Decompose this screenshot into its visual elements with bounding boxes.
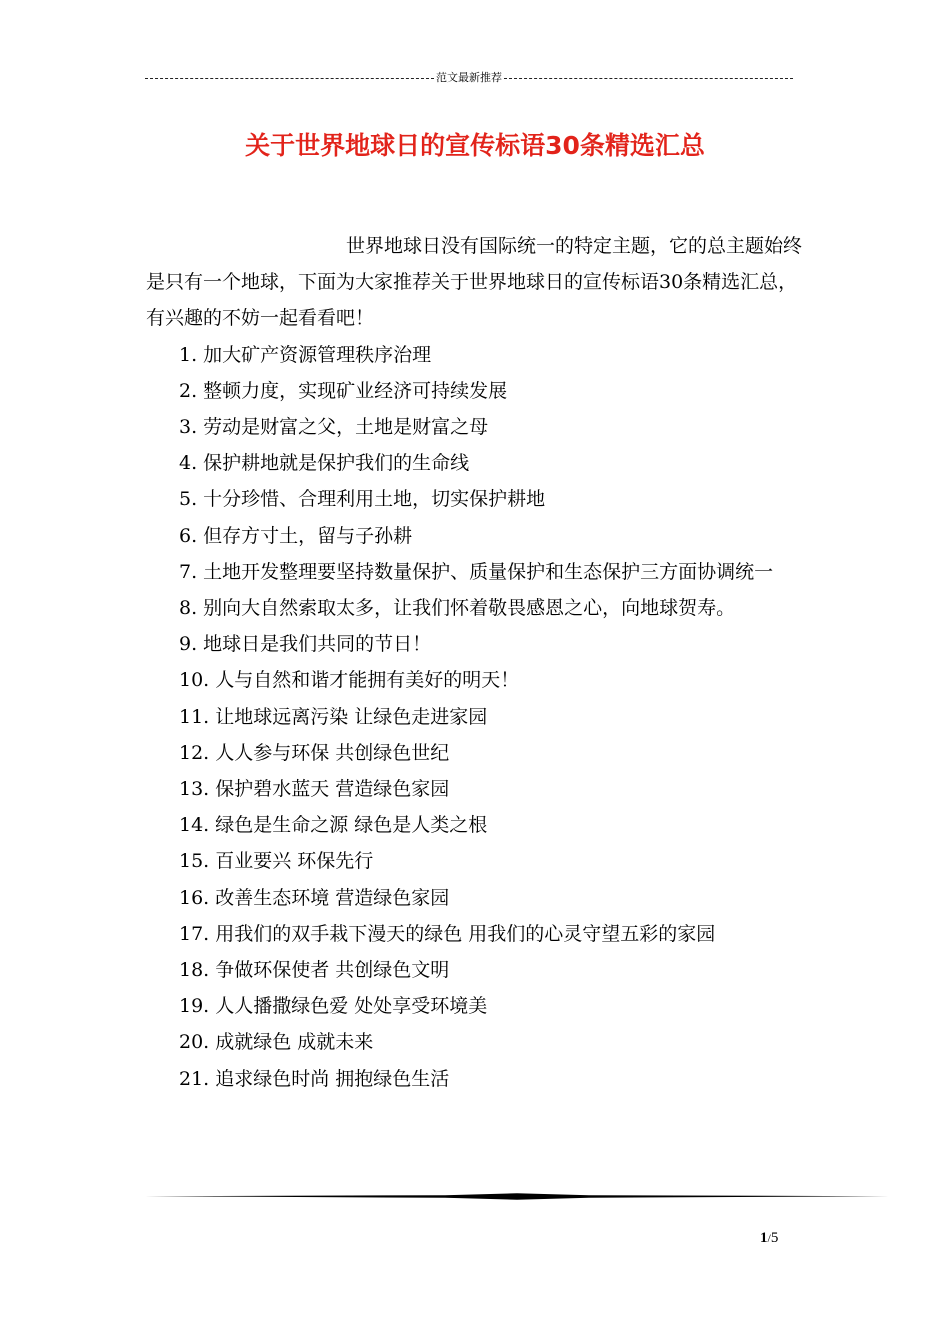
list-item: 15. 百业要兴 环保先行 xyxy=(179,850,374,873)
header-dash-right xyxy=(504,78,793,79)
footer-divider xyxy=(145,1193,889,1200)
list-item: 16. 改善生态环境 营造绿色家园 xyxy=(179,886,450,909)
list-item: 17. 用我们的双手栽下漫天的绿色 用我们的心灵守望五彩的家园 xyxy=(179,922,716,945)
list-item: 19. 人人播撒绿色爱 处处享受环境美 xyxy=(179,995,488,1018)
list-item: 5. 十分珍惜、合理利用土地，切实保护耕地 xyxy=(179,488,546,511)
list-item: 9. 地球日是我们共同的节日！ xyxy=(179,633,432,656)
list-item: 6. 但存方寸土，留与子孙耕 xyxy=(179,524,413,547)
list-item: 18. 争做环保使者 共创绿色文明 xyxy=(179,959,450,982)
list-item: 8. 别向大自然索取太多，让我们怀着敬畏感恩之心，向地球贺寿。 xyxy=(179,597,736,620)
list-item: 14. 绿色是生命之源 绿色是人类之根 xyxy=(179,814,488,837)
list-item: 20. 成就绿色 成就未来 xyxy=(179,1031,374,1054)
list-item: 10. 人与自然和谐才能拥有美好的明天！ xyxy=(179,669,520,692)
list-item: 21. 追求绿色时尚 拥抱绿色生活 xyxy=(179,1067,450,1090)
list-item: 7. 土地开发整理要坚持数量保护、质量保护和生态保护三方面协调统一 xyxy=(179,560,774,583)
list-item: 1. 加大矿产资源管理秩序治理 xyxy=(179,343,432,366)
page-separator: / xyxy=(767,1231,771,1245)
list-item: 13. 保护碧水蓝天 营造绿色家园 xyxy=(179,778,450,801)
list-item: 2. 整顿力度，实现矿业经济可持续发展 xyxy=(179,379,508,402)
page-total: 5 xyxy=(770,1230,779,1246)
header-label: 范文最新推荐 xyxy=(436,71,502,84)
document-body xyxy=(146,228,810,1097)
list-item: 4. 保护耕地就是保护我们的生命线 xyxy=(179,452,470,475)
list-item: 12. 人人参与环保 共创绿色世纪 xyxy=(179,741,450,764)
intro-paragraph: 世界地球日没有国际统一的特定主题，它的总主题始终是只有一个地球，下面为大家推荐关于世界地球日的宣传标语30条精选汇总，有兴趣的不妨一起看看吧！ xyxy=(146,235,803,330)
header-dash-left xyxy=(145,78,434,79)
page-number xyxy=(760,1228,778,1248)
list-item: 11. 让地球远离污染 让绿色走进家园 xyxy=(179,705,488,728)
list-item: 3. 劳动是财富之父，土地是财富之母 xyxy=(179,416,489,439)
page-current: 1 xyxy=(760,1230,768,1246)
page-header xyxy=(145,70,793,86)
document-title: 关于世界地球日的宣传标语30条精选汇总 xyxy=(245,131,705,160)
